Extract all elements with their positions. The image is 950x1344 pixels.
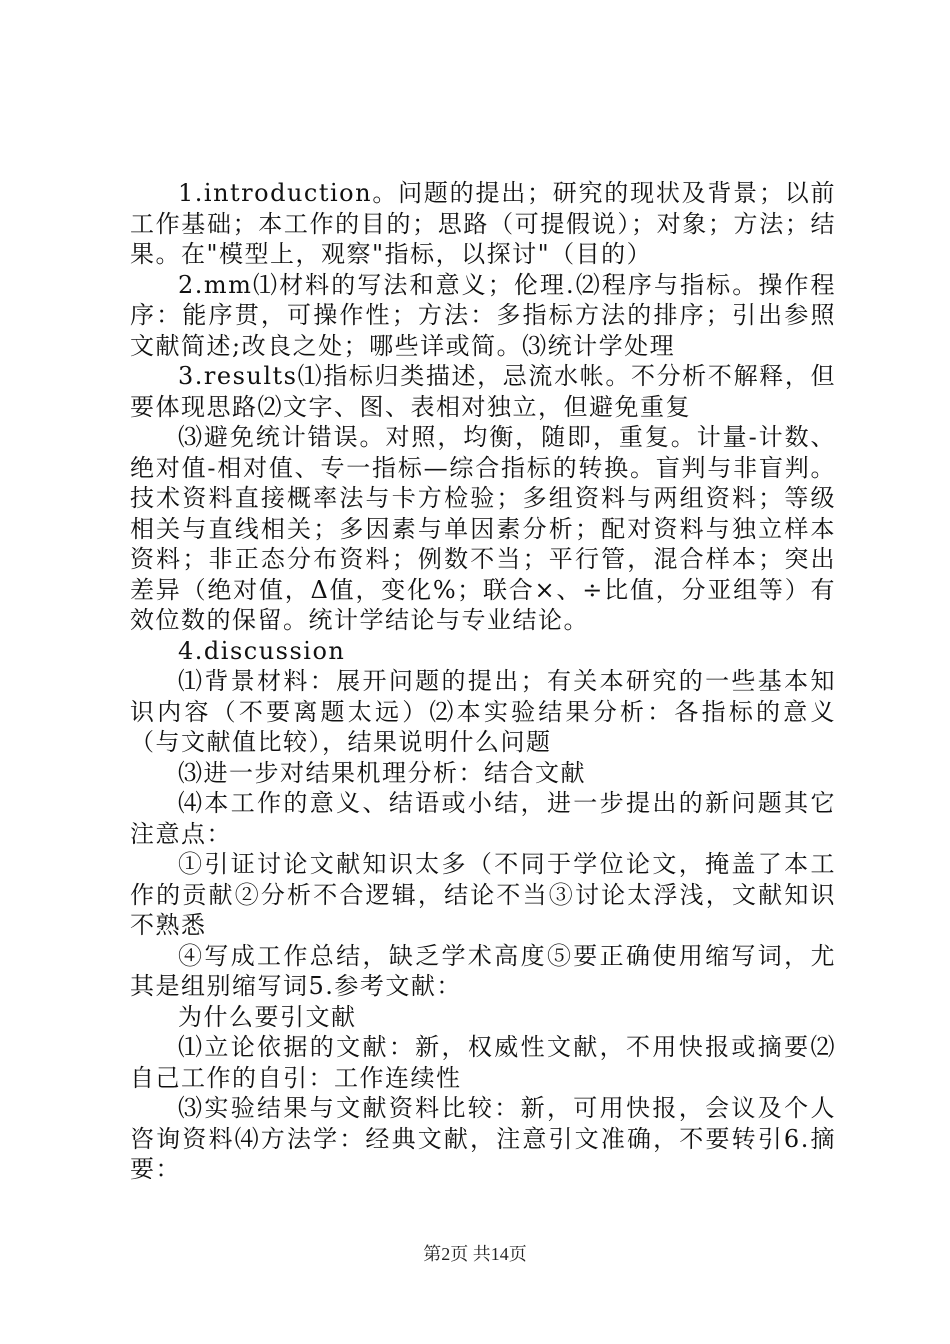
paragraph-notes-2: ④写成工作总结，缺乏学术高度⑤要正确使用缩写词，尤其是组别缩写词5.参考文献： [130, 941, 836, 1000]
paragraph-introduction: 1.introduction。问题的提出；研究的现状及背景；以前工作基础；本工作的目的；思路（可提假说）；对象；方法；结果。在"模型上，观察"指标，以探讨"（目的） [130, 179, 836, 268]
paragraph-discussion-background: ⑴背景材料：展开问题的提出；有关本研究的一些基本知识内容（不要离题太远）⑵本实验结果分析：各指标的意义（与文献值比较），结果说明什么问题 [130, 667, 836, 756]
paragraph-why-cite: 为什么要引文献 [178, 1002, 357, 1031]
paragraph-notes-1: ①引证讨论文献知识太多（不同于学位论文，掩盖了本工作的贡献②分析不合逻辑，结论不当③讨论太浮浅，文献知识不熟悉 [130, 850, 836, 939]
paragraph-statistics: ⑶避免统计错误。对照，均衡，随即，重复。计量-计数、绝对值-相对值、专一指标—综合指标的转换。盲判与非盲判。技术资料直接概率法与卡方检验；多组资料与两组资料；等级相关与直线相关；多因素与单因素分析；配对资料与独立样本资料；非正态分布资料；例数不当；平行管，混合样本；突出差异（绝对值，Δ值，变化%；联合×、÷比值，分亚组等）有效位数的保留。统计学结论与专业结论。 [130, 423, 836, 634]
paragraph-cite-basis: ⑴立论依据的文献：新，权威性文献，不用快报或摘要⑵自己工作的自引：工作连续性 [130, 1033, 836, 1092]
document-body [130, 178, 836, 1185]
paragraph-discussion-mechanism: ⑶进一步对结果机理分析：结合文献 [178, 758, 586, 787]
page-footer: 第2页 共14页 [423, 1244, 527, 1264]
paragraph-materials-methods: 2.mm⑴材料的写法和意义；伦理.⑵程序与指标。操作程序：能序贯，可操作性；方法：多指标方法的排序；引出参照文献简述;改良之处；哪些详或简。⑶统计学处理 [130, 270, 836, 360]
paragraph-cite-comparison: ⑶实验结果与文献资料比较：新，可用快报，会议及个人咨询资料⑷方法学：经典文献，注意引文准确，不要转引6.摘要： [130, 1094, 836, 1183]
paragraph-discussion-significance: ⑷本工作的意义、结语或小结，进一步提出的新问题其它注意点： [130, 789, 836, 848]
paragraph-results: 3.results⑴指标归类描述，忌流水帐。不分析不解释，但要体现思路⑵文字、图、表相对独立，但避免重复 [130, 362, 836, 421]
paragraph-discussion-heading: 4.discussion [178, 636, 346, 665]
